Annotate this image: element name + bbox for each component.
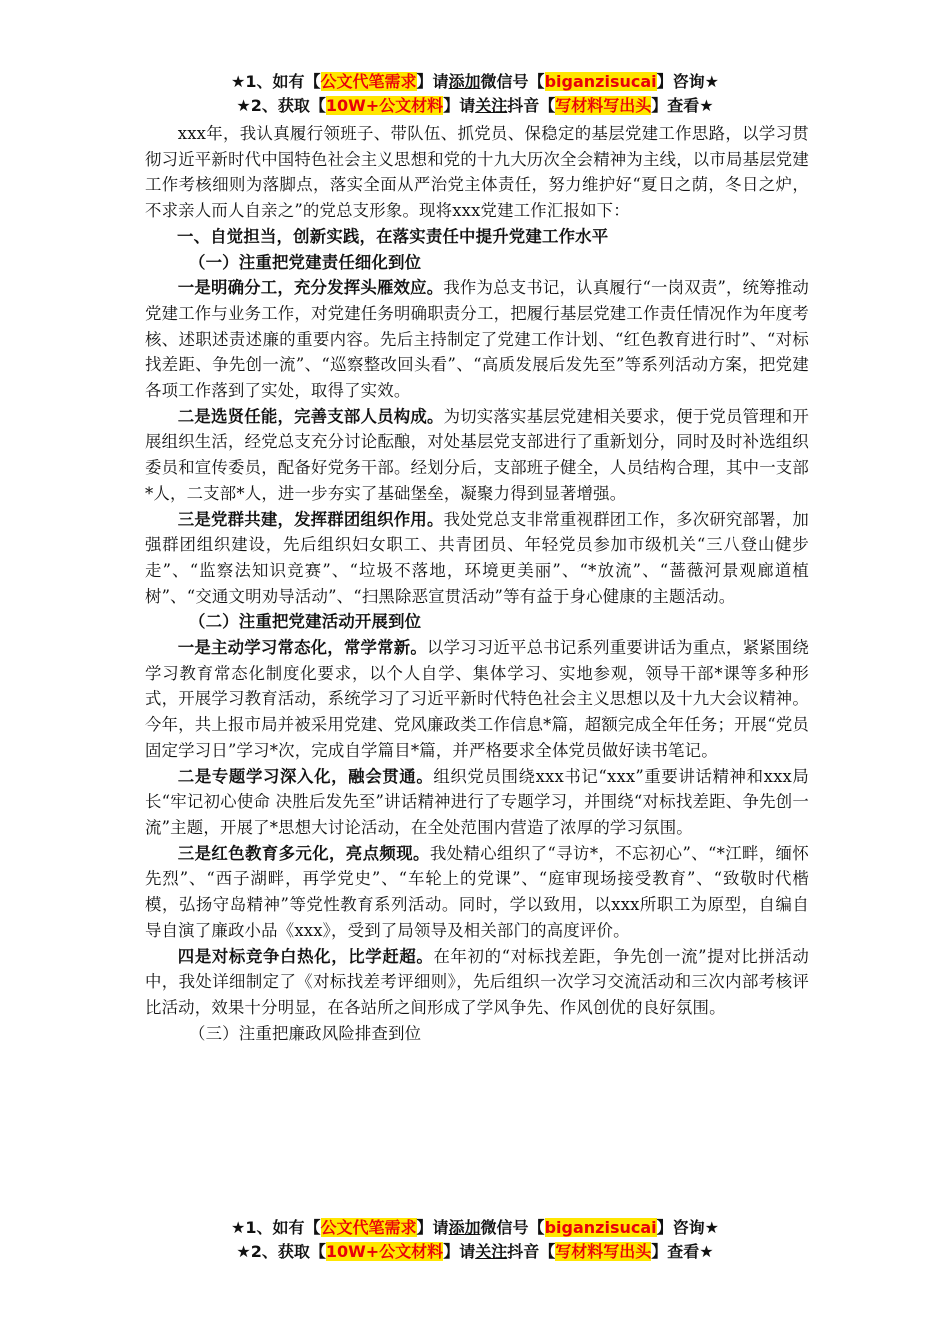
banner-wechat-id: biganzisucai (544, 1218, 657, 1237)
paragraph-2 (145, 404, 809, 507)
banner-text: ★1、如有【 (231, 1218, 321, 1237)
paragraph-text: 组织党员围绕xxx书记“xxx”重要讲话精神和xxx局长“牢记初心使命 决胜后发先至”讲话精神进行了专题学习，并围绕“对标找差距、争先创一流”主题，开展了*思想大讨论活动，在全处范围内营造了浓厚的学习氛围。 (145, 766, 809, 837)
banner-douyin-id: 写材料写出头 (555, 1242, 652, 1261)
banner-wechat-id: biganzisucai (544, 72, 657, 91)
paragraph-7 (145, 944, 809, 1021)
paragraph-text: 为切实落实基层党建相关要求，便于党员管理和开展组织生活，经党总支充分讨论酝酿，对处基层党支部进行了重新划分，同时及时补选组织委员和宣传委员，配备好党务干部。经划分后，支部班子健全，人员结构合理，其中一支部*人，二支部*人，进一步夯实了基础堡垒，凝聚力得到显著增强。 (145, 406, 809, 503)
banner-underlined: 添加 (448, 72, 481, 91)
paragraph-3 (145, 507, 809, 610)
banner-highlight: 公文代笔需求 (320, 72, 417, 91)
banner-text: ★2、获取【 (236, 1242, 326, 1261)
banner-underlined: 添加 (448, 1218, 481, 1237)
paragraph-lead: 一是明确分工，充分发挥头雁效应。 (177, 278, 444, 298)
banner-text: 】咨询★ (656, 72, 719, 91)
intro-paragraph: xxx年，我认真履行领班子、带队伍、抓党员、保稳定的基层党建工作思路，以学习贯彻习近平新时代中国特色社会主义思想和党的十九大历次全会精神为主线，以市局基层党建工作考核细则为落脚点，落实全面从严治党主体责任，努力维护好“夏日之荫，冬日之炉，不求亲人而人自亲之”的党总支形象。现将xxx党建工作汇报如下： (145, 124, 809, 221)
banner-text: ★2、获取【 (236, 96, 326, 115)
paragraph-lead: 三是红色教育多元化，亮点频现。 (177, 843, 430, 863)
banner-text: 】请 (416, 1218, 449, 1237)
promo-banner-top-2 (0, 94, 950, 118)
banner-text: 】请 (443, 1242, 476, 1261)
paragraph-text: 我处党总支非常重视群团工作，多次研究部署，加强群团组织建设，先后组织妇女职工、共青团员、年轻党员参加市级机关“三八登山健步走”、“监察法知识竞赛”、“垃圾不落地，环境更美丽”、“*放流”、“蔷薇河景观廊道植树”、“交通文明劝导活动”、“扫黑除恶宣贯活动”等有益于身心健康的主题活动。 (145, 509, 809, 606)
banner-text: 】查看★ (651, 96, 714, 115)
subsection-heading-3: （三）注重把廉政风险排查到位 (189, 1023, 422, 1043)
paragraph-4 (145, 635, 809, 764)
banner-underlined: 关注 (475, 96, 508, 115)
promo-banner-bottom-1 (0, 1216, 950, 1240)
banner-underlined: 关注 (475, 1242, 508, 1261)
subsection-heading-1: （一）注重把党建责任细化到位 (189, 252, 422, 272)
promo-banner-top-1 (0, 70, 950, 94)
banner-text: ★1、如有【 (231, 72, 321, 91)
document-body (145, 121, 809, 1046)
paragraph-lead: 四是对标竞争白热化，比学赶超。 (177, 946, 434, 966)
paragraph-lead: 二是选贤任能，完善支部人员构成。 (177, 406, 444, 426)
paragraph-6 (145, 841, 809, 944)
banner-text: 】请 (416, 72, 449, 91)
banner-highlight: 10W+公文材料 (325, 1242, 444, 1261)
section-heading-1: 一、自觉担当，创新实践，在落实责任中提升党建工作水平 (177, 226, 609, 246)
paragraph-lead: 一是主动学习常态化，常学常新。 (177, 638, 427, 658)
banner-text: 】咨询★ (656, 1218, 719, 1237)
banner-text: 抖音【 (507, 1242, 556, 1261)
banner-highlight: 10W+公文材料 (325, 96, 444, 115)
paragraph-text: 我处精心组织了“寻访*，不忘初心”、“*江畔，缅怀先烈”、“西子湖畔，再学党史”、“车轮上的党课”、“庭审现场接受教育”、“致敬时代楷模，弘扬守岛精神”等党性教育系列活动。同时，学以致用，以xxx所职工为原型，自编自导自演了廉政小品《xxx》，受到了局领导及相关部门的高度评价。 (145, 843, 810, 940)
banner-text: 】查看★ (651, 1242, 714, 1261)
banner-text: 】请 (443, 96, 476, 115)
paragraph-text: 在年初的“对标找差距，争先创一流”提对比拼活动中，我处详细制定了《对标找差考评细则》，先后组织一次学习交流活动和三次内部考核评比活动，效果十分明显，在各站所之间形成了学风争先、作风创优的良好氛围。 (145, 946, 810, 1017)
banner-text: 抖音【 (507, 96, 556, 115)
banner-highlight: 公文代笔需求 (320, 1218, 417, 1237)
banner-douyin-id: 写材料写出头 (555, 96, 652, 115)
paragraph-text: 以学习习近平总书记系列重要讲话为重点，紧紧围绕学习教育常态化制度化要求，以个人自学、集体学习、实地参观，领导干部*课等多种形式，开展学习教育活动，系统学习了习近平新时代特色社会主义思想以及十九大会议精神。今年，共上报市局并被采用党建、党风廉政类工作信息*篇，超额完成全年任务；开展“党员固定学习日”学习*次，完成自学篇目*篇，并严格要求全体党员做好读书笔记。 (145, 638, 810, 760)
paragraph-text: 我作为总支书记，认真履行“一岗双责”，统筹推动党建工作与业务工作，对党建任务明确职责分工，把履行基层党建工作责任情况作为年度考核、述职述责述廉的重要内容。先后主持制定了党建工作计划、“红色教育进行时”、“对标找差距、争先创一流”、“巡察整改回头看”、“高质发展后发先至”等系列活动方案，把党建各项工作落到了实处，取得了实效。 (145, 278, 809, 401)
paragraph-lead: 三是党群共建，发挥群团组织作用。 (177, 509, 444, 529)
paragraph-5 (145, 764, 809, 841)
paragraph-1 (145, 275, 809, 404)
subsection-heading-2: （二）注重把党建活动开展到位 (189, 612, 422, 632)
paragraph-lead: 二是专题学习深入化，融会贯通。 (177, 766, 434, 786)
banner-text: 微信号【 (480, 72, 545, 91)
promo-banner-bottom-2 (0, 1240, 950, 1264)
banner-text: 微信号【 (480, 1218, 545, 1237)
